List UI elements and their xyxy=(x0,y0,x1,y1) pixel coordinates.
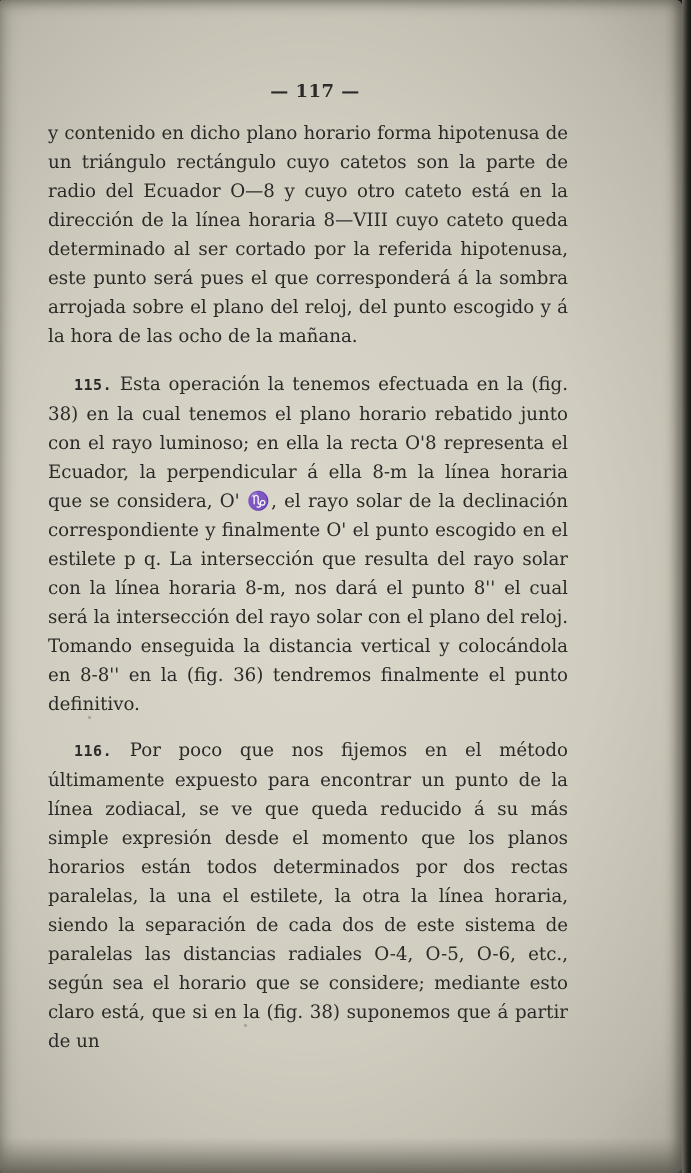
page-bottom-shadow xyxy=(0,1137,682,1173)
paragraph-section-116 xyxy=(48,736,568,1056)
paper-speck xyxy=(244,1024,247,1027)
page-number: — 117 — xyxy=(270,81,360,102)
paper-speck xyxy=(88,716,91,719)
paragraph-continuation xyxy=(48,119,568,351)
paragraph-text: y contenido en dicho plano horario forma hipotenusa de un triángulo rectángulo cuyo catetos son la parte de radio del Ecuador O—8 y cuyo otro cateto está en la dirección de la línea horaria 8—VIII cuyo cateto queda determinado al ser cortado por la referida hipotenusa, este punto será pues el que corresponderá á la sombra arrojada sobre el plano del reloj, del punto escogido y á la hora de las ocho de la mañana. xyxy=(48,123,568,347)
section-number: 115. xyxy=(74,376,113,394)
paragraph-text: Esta operación la tenemos efectuada en la (fig. 38) en la cual tenemos el plano horario rebatido junto con el rayo luminoso; en ella la recta O'8 representa el Ecuador, la perpendicular á ella 8-m la línea horaria que se considera, O' ♑, el rayo solar de la declinación correspondiente y finalmente O' el punto escogido en el estilete p q. La intersección que resulta del rayo solar con la línea horaria 8-m, nos dará el punto 8'' el cual será la intersección del rayo solar con el plano del reloj. Tomando enseguida la distancia vertical y colocándola en 8-8'' en la (fig. 36) tendremos finalmente el punto definitivo. xyxy=(48,374,568,715)
section-number: 116. xyxy=(74,742,113,760)
page-edge-shadow xyxy=(682,0,691,1173)
paragraph-section-115 xyxy=(48,370,568,719)
paragraph-text: Por poco que nos fijemos en el método últimamente expuesto para encontrar un punto de la línea zodiacal, se ve que queda reducido á su más simple expresión desde el momento que los planos horarios están todos determinados por dos rectas paralelas, la una el estilete, la otra la línea horaria, siendo la separación de cada dos de este sistema de paralelas las distancias radiales O-4, O-5, O-6, etc., según sea el horario que se considere; mediante esto claro está, que si en la (fig. 38) suponemos que á partir de un xyxy=(48,740,568,1052)
